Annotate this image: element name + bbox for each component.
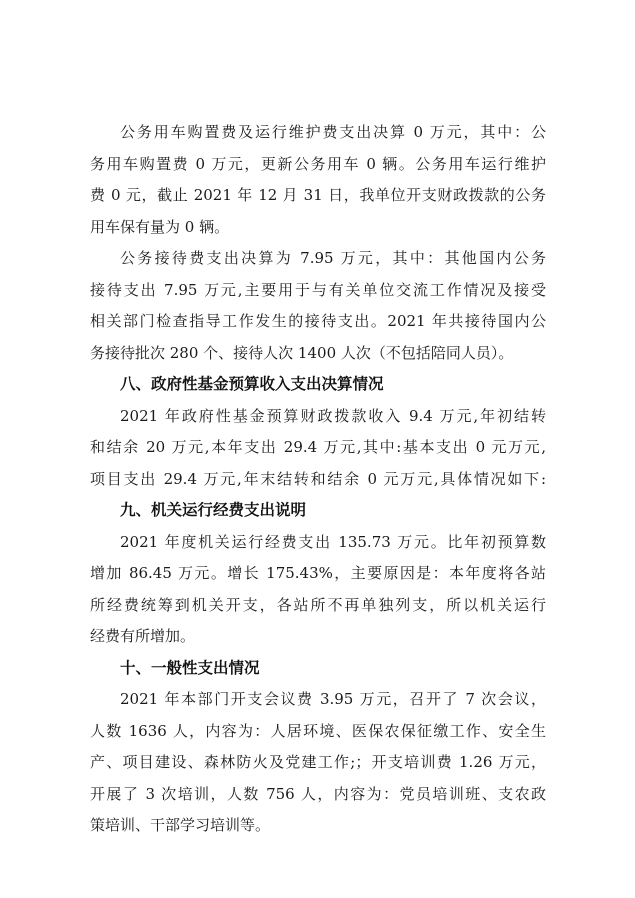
text-line: 策培训、干部学习培训等。 [90, 816, 271, 834]
text-line: 所经费统筹到机关开支，各站所不再单独列支，所以机关运行 [90, 595, 546, 614]
text-line: 和结余 20 万元,本年支出 29.4 万元,其中:基本支出 0 元万元, [90, 438, 546, 456]
text-line: 公务用车购置费及运行维护费支出决算 0 万元，其中：公 [120, 123, 546, 141]
text-line: 人数 1636 人，内容为：人居环境、医保农保征缴工作、安全生 [90, 721, 546, 740]
text-line: 用车保有量为 0 辆。 [90, 217, 230, 236]
text-line: 公务接待费支出决算为 7.95 万元，其中：其他国内公务 [120, 249, 546, 267]
text-line: 接待支出 7.95 万元,主要用于与有关单位交流工作情况及接受 [90, 280, 546, 299]
text-line: 费 0 元，截止 2021 年 12 月 31 日，我单位开支财政拨款的公务 [90, 186, 546, 204]
paragraph-general-expenses [90, 684, 546, 842]
text-line: 经费有所增加。 [90, 627, 196, 645]
paragraph-operating-expenses [90, 527, 546, 653]
text-line: 产、项目建设、森林防火及党建工作;；开支培训费 1.26 万元， [90, 753, 546, 771]
text-line: 开展了 3 次培训，人数 756 人，内容为：党员培训班、支农政 [90, 784, 546, 803]
text-line: 务接待批次 280 个、接待人次 1400 人次（不包括陪同人员）。 [90, 343, 514, 362]
section-heading-government-fund: 八、政府性基金预算收入支出决算情况 [120, 375, 384, 393]
document-body [90, 117, 546, 842]
text-line: 2021 年政府性基金预算财政拨款收入 9.4 万元,年初结转 [120, 406, 546, 425]
paragraph-reception-expenses [90, 243, 546, 369]
paragraph-vehicle-expenses [90, 117, 546, 243]
paragraph-government-fund [90, 401, 546, 496]
section-heading-general-expenses: 十、一般性支出情况 [120, 658, 260, 677]
text-line: 项目支出 29.4 万元,年末结转和结余 0 元万元,具体情况如下: [90, 469, 546, 488]
text-line: 2021 年度机关运行经费支出 135.73 万元。比年初预算数 [120, 532, 546, 551]
section-heading-operating-expenses: 九、机关运行经费支出说明 [120, 501, 307, 519]
text-line: 务用车购置费 0 万元，更新公务用车 0 辆。公务用车运行维护 [90, 154, 546, 173]
text-line: 2021 年本部门开支会议费 3.95 万元，召开了 7 次会议， [120, 690, 546, 708]
text-line: 相关部门检查指导工作发生的接待支出。2021 年共接待国内公 [90, 312, 546, 330]
text-line: 增加 86.45 万元。增长 175.43%，主要原因是：本年度将各站 [90, 564, 546, 582]
